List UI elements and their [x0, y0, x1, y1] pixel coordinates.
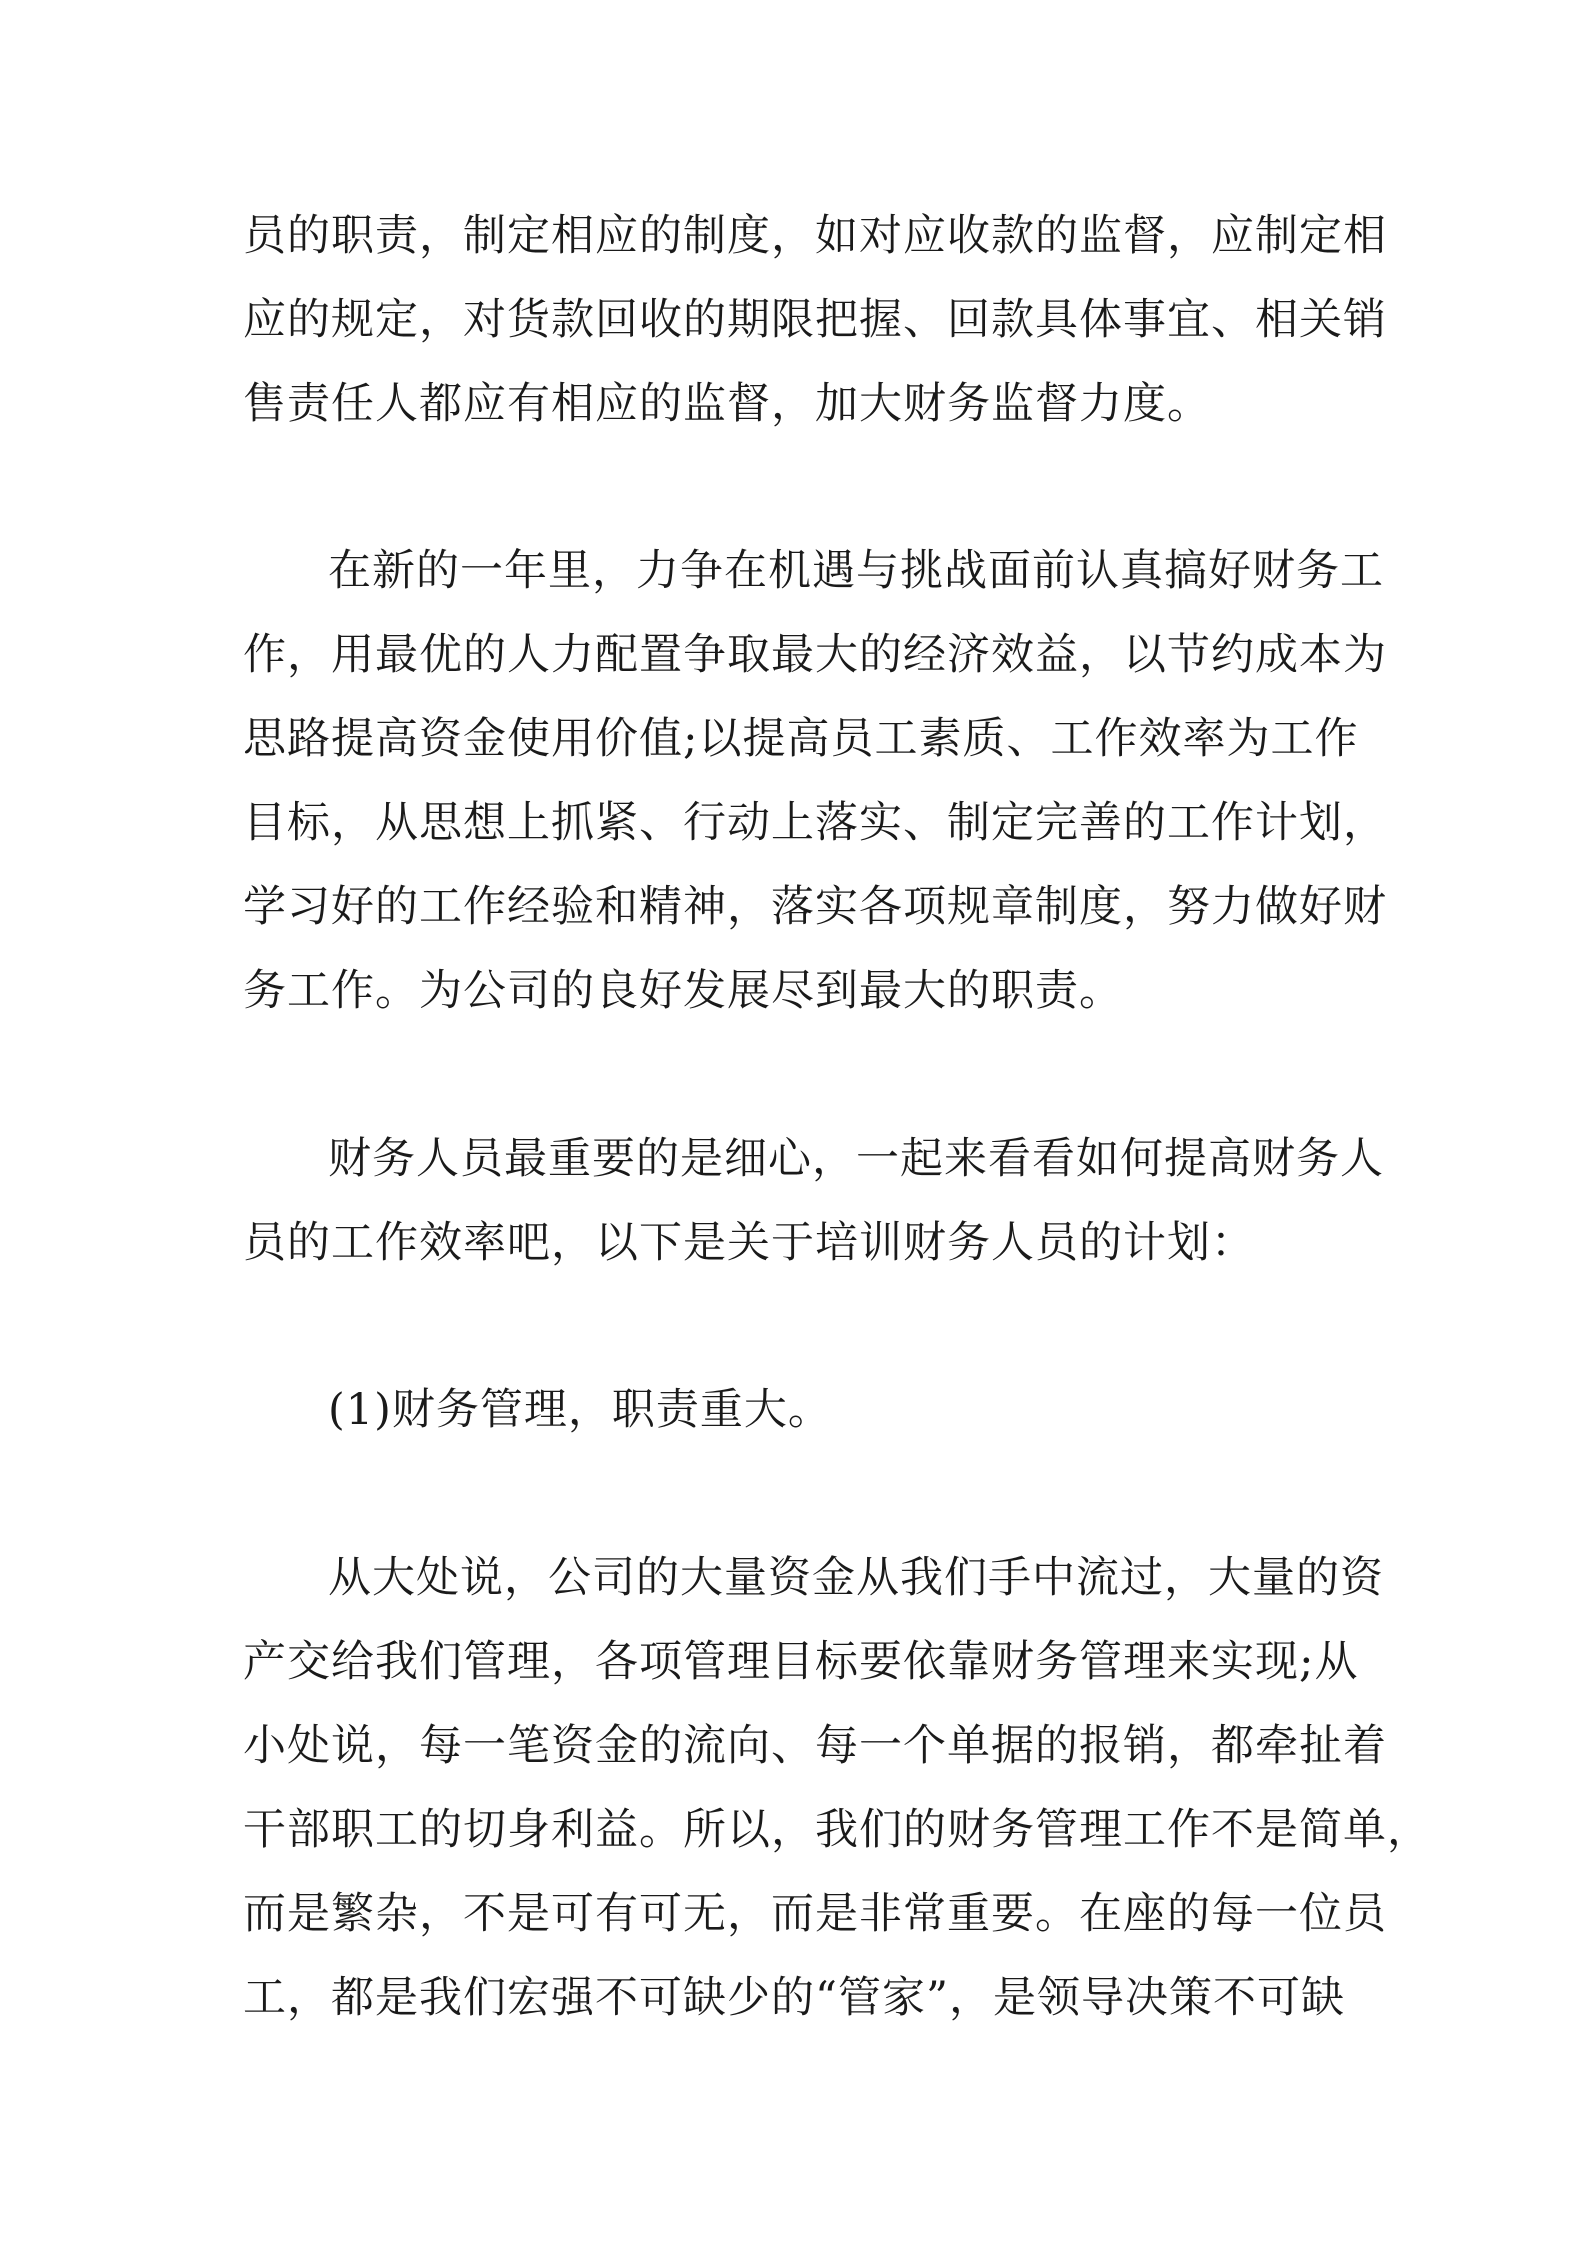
- paragraph-2-line-1: 在新的一年里，力争在机遇与挑战面前认真搞好财务工: [328, 546, 1384, 596]
- paragraph-1-line-2: 应的规定，对货款回收的期限把握、回款具体事宜、相关销: [243, 295, 1387, 345]
- paragraph-2-line-4: 目标，从思想上抓紧、行动上落实、制定完善的工作计划，: [243, 798, 1387, 848]
- paragraph-5-line-2: 产交给我们管理，各项管理目标要依靠财务管理来实现;从: [243, 1637, 1359, 1687]
- paragraph-2-line-6: 务工作。为公司的良好发展尽到最大的职责。: [243, 966, 1123, 1016]
- paragraph-5-line-3: 小处说，每一笔资金的流向、每一个单据的报销，都牵扯着: [243, 1721, 1387, 1771]
- paragraph-1-line-1: 员的职责，制定相应的制度，如对应收款的监督，应制定相: [243, 211, 1387, 261]
- paragraph-3-line-2: 员的工作效率吧，以下是关于培训财务人员的计划：: [243, 1218, 1255, 1268]
- paragraph-5-line-4: 干部职工的切身利益。所以，我们的财务管理工作不是简单，: [243, 1805, 1431, 1855]
- paragraph-5-line-6: 工，都是我们宏强不可缺少的“管家”，是领导决策不可缺: [243, 1973, 1345, 2023]
- paragraph-5-line-5: 而是繁杂，不是可有可无，而是非常重要。在座的每一位员: [243, 1889, 1387, 1939]
- paragraph-5-line-1: 从大处说，公司的大量资金从我们手中流过，大量的资: [328, 1553, 1384, 1603]
- section-heading-1: (1)财务管理，职责重大。: [328, 1385, 832, 1435]
- paragraph-2-line-2: 作，用最优的人力配置争取最大的经济效益，以节约成本为: [243, 630, 1387, 680]
- paragraph-3-line-1: 财务人员最重要的是细心，一起来看看如何提高财务人: [328, 1134, 1384, 1184]
- paragraph-2-line-5: 学习好的工作经验和精神，落实各项规章制度，努力做好财: [243, 882, 1387, 932]
- paragraph-2-line-3: 思路提高资金使用价值;以提高员工素质、工作效率为工作: [243, 714, 1359, 764]
- paragraph-1-line-3: 售责任人都应有相应的监督，加大财务监督力度。: [243, 379, 1211, 429]
